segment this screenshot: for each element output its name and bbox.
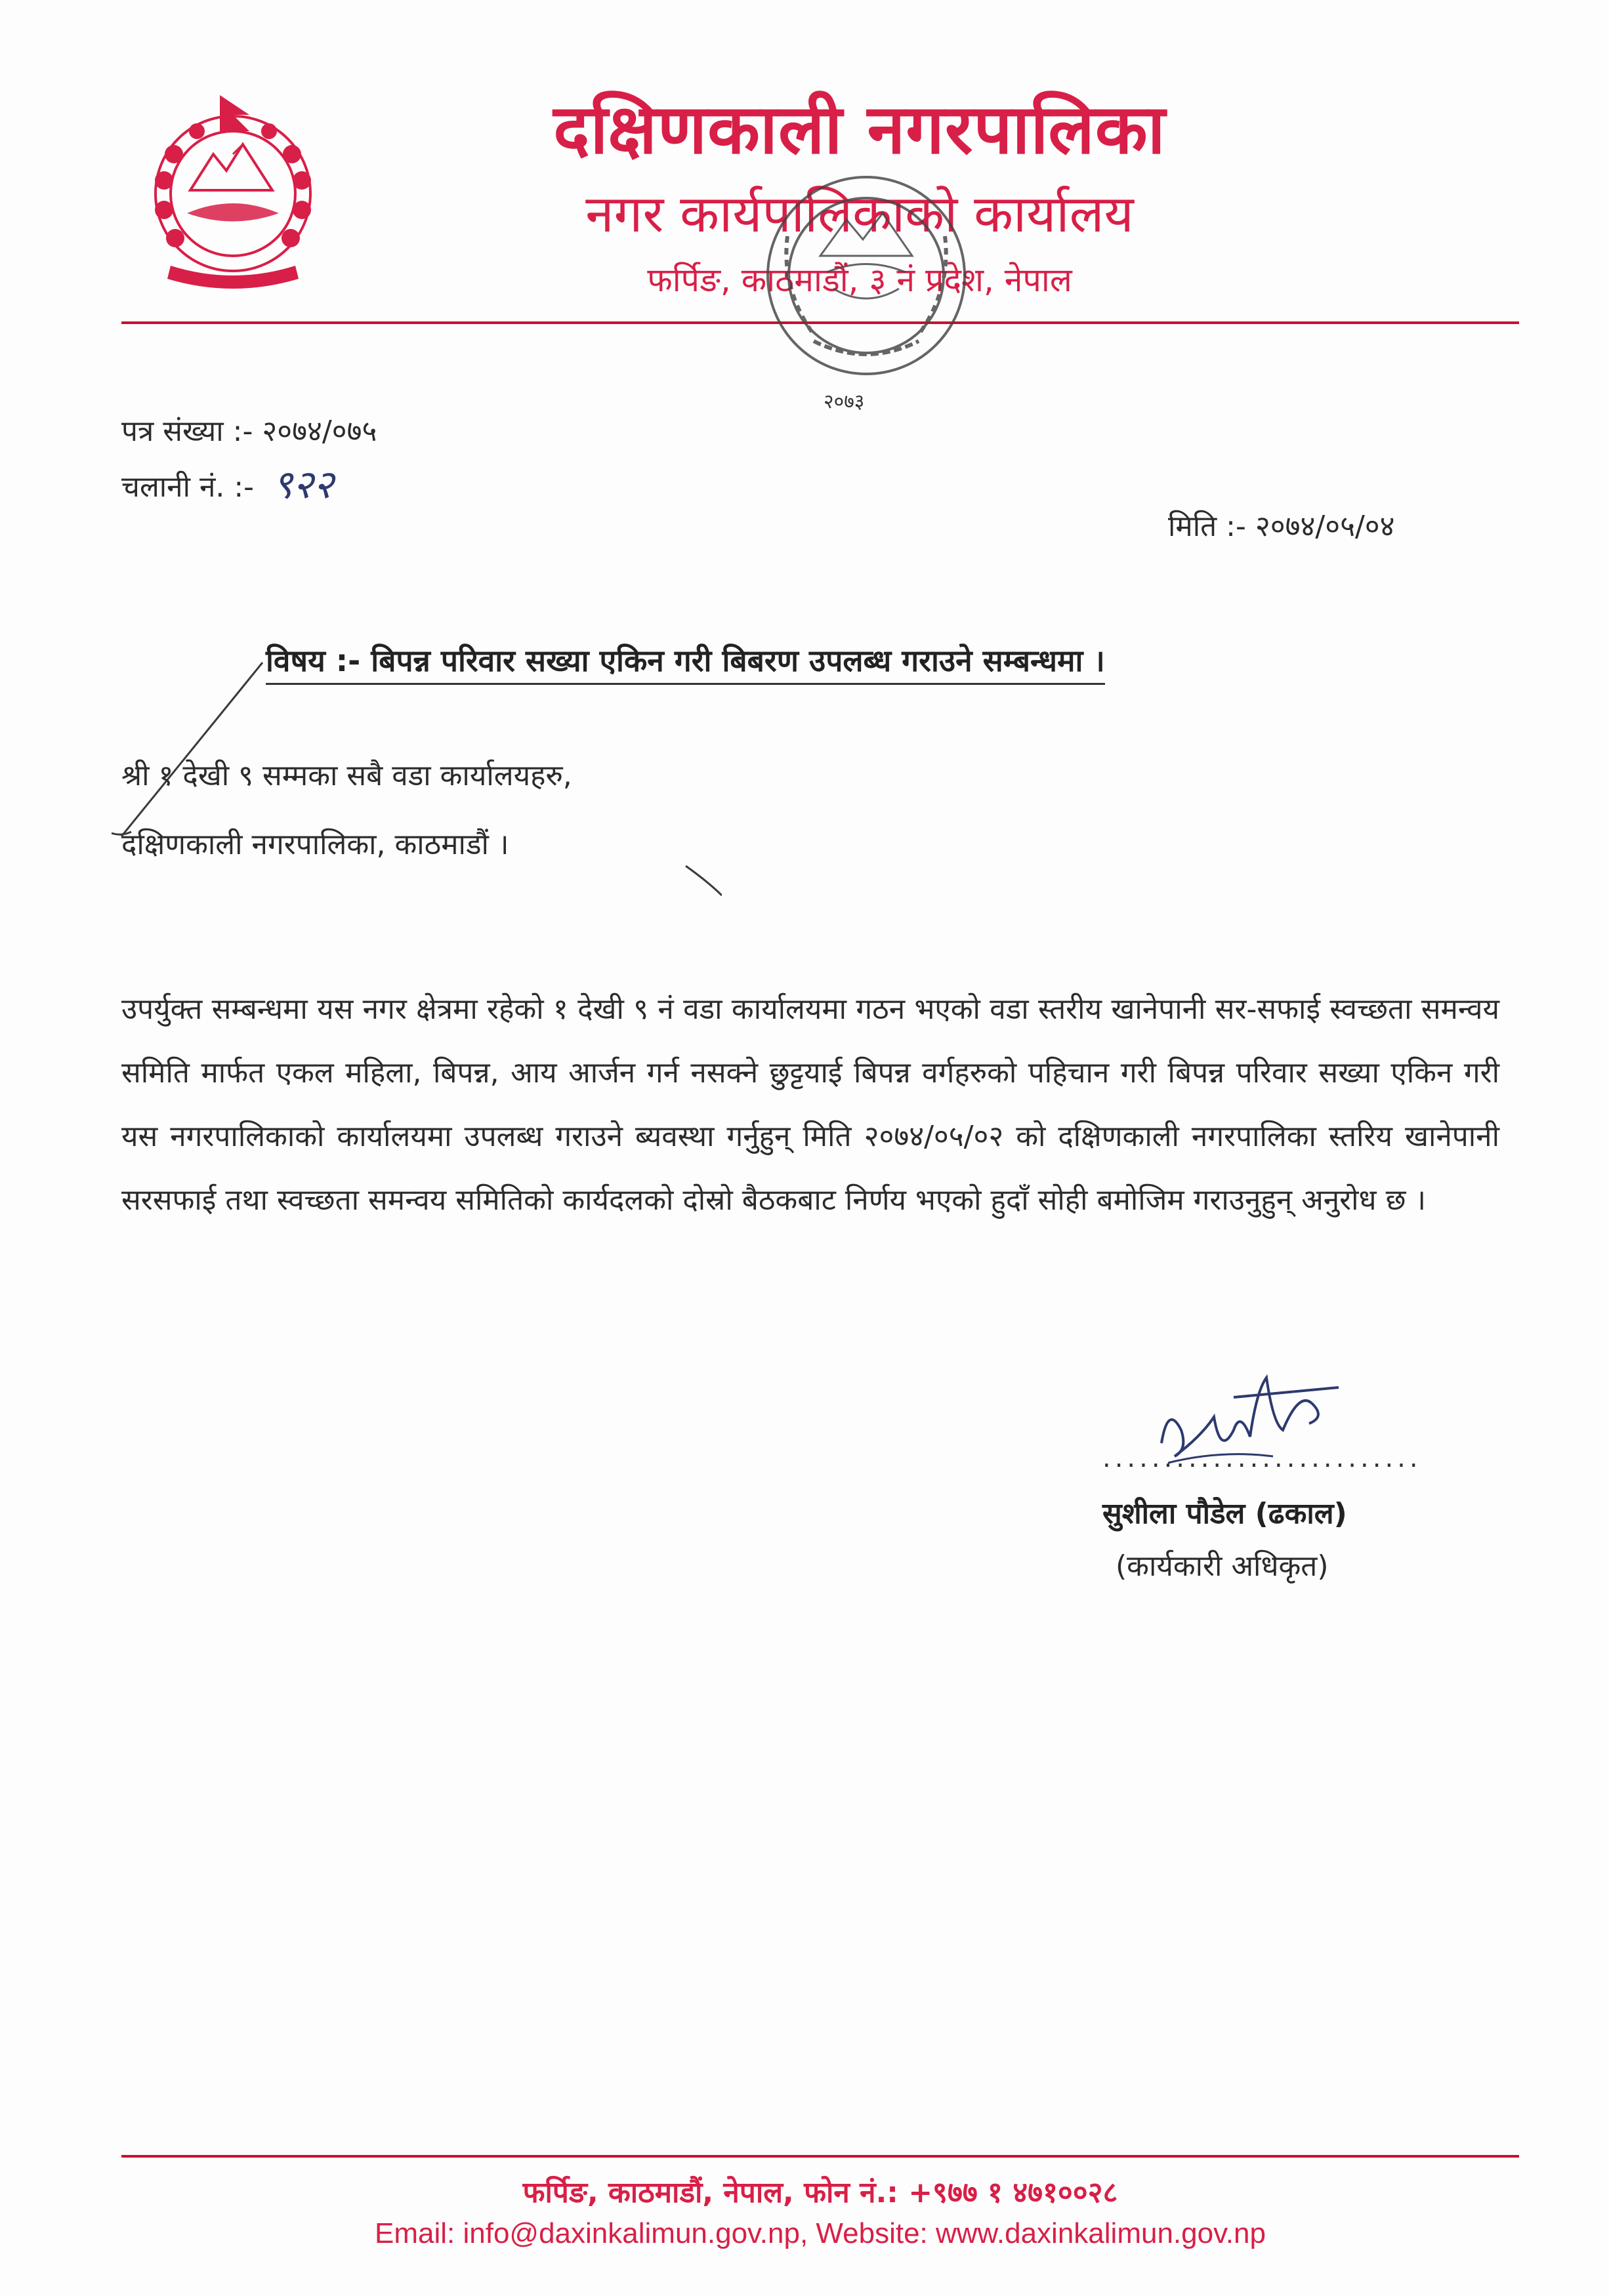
signature-line: .......................... bbox=[1102, 1443, 1422, 1473]
footer-address: फर्पिङ, काठमाडौं, नेपाल, फोन नं.: +९७७ १ ४७१००२८ bbox=[522, 2176, 1118, 2209]
office-round-stamp-icon bbox=[742, 157, 991, 420]
letterhead-address: फर्पिङ, काठमाडौं, ३ नं प्रदेश, नेपाल bbox=[647, 261, 1072, 299]
recipient-line-1: श्री १ देखी ९ सम्मका सबै वडा कार्यालयहरु, bbox=[121, 759, 572, 792]
stamp-year: २०७३ bbox=[824, 390, 865, 413]
organization-name: दक्षिणकाली नगरपालिका bbox=[553, 89, 1166, 169]
recipient-line-2: दक्षिणकाली नगरपालिका, काठमाडौं । bbox=[121, 828, 509, 861]
signatory-name: सुशीला पौडेल (ढकाल) bbox=[1102, 1497, 1347, 1530]
nepal-government-emblem-icon bbox=[135, 82, 331, 292]
footer-contact: Email: info@daxinkalimun.gov.np, Website: www.daxinkalimun.gov.np bbox=[375, 2217, 1266, 2249]
letter-date: मिति :- २०७४/०५/०४ bbox=[1168, 510, 1395, 543]
dispatch-number-label: चलानी नं. :- bbox=[121, 470, 255, 504]
pen-annotation-strokes bbox=[98, 656, 722, 932]
dispatch-number-handwritten: ९२२ bbox=[272, 462, 334, 508]
letter-subject: विषय :- बिपन्न परिवार सख्या एकिन गरी बिबरण उपलब्ध गराउने सम्बन्धमा । bbox=[266, 640, 1105, 685]
letter-body: उपर्युक्त सम्बन्धमा यस नगर क्षेत्रमा रहेको १ देखी ९ नं वडा कार्यालयमा गठन भएको वडा स्तरीय खानेपानी सर-सफाई स्वच्छता समन्वय समिति मार्फत एकल महिला, बिपन्न, आय आर्जन गर्न नसक्ने छुट्टयाई बिपन्न वर्गहरुको पहिचान गरी बिपन्न परिवार सख्या एकिन गरी यस नगरपालिकाको कार्यालयमा उपलब्ध गराउने ब्यवस्था गर्नुहुन् मिति २०७४/०५/०२ को दक्षिणकाली नगरपालिका स्तरिय खानेपानी सरसफाई तथा स्वच्छता समन्वय समितिको कार्यदलको दोस्रो बैठकबाट निर्णय भएको हुदाँ सोही बमोजिम गराउनुहुन् अनुरोध छ । bbox=[121, 993, 1500, 1217]
office-name: नगर कार्यपालिकाको कार्यालय bbox=[585, 185, 1134, 244]
letter-number: पत्र संख्या :- २०७४/०७५ bbox=[121, 415, 377, 448]
signatory-title: (कार्यकारी अधिकृत) bbox=[1116, 1549, 1329, 1583]
footer-divider bbox=[121, 2155, 1519, 2158]
